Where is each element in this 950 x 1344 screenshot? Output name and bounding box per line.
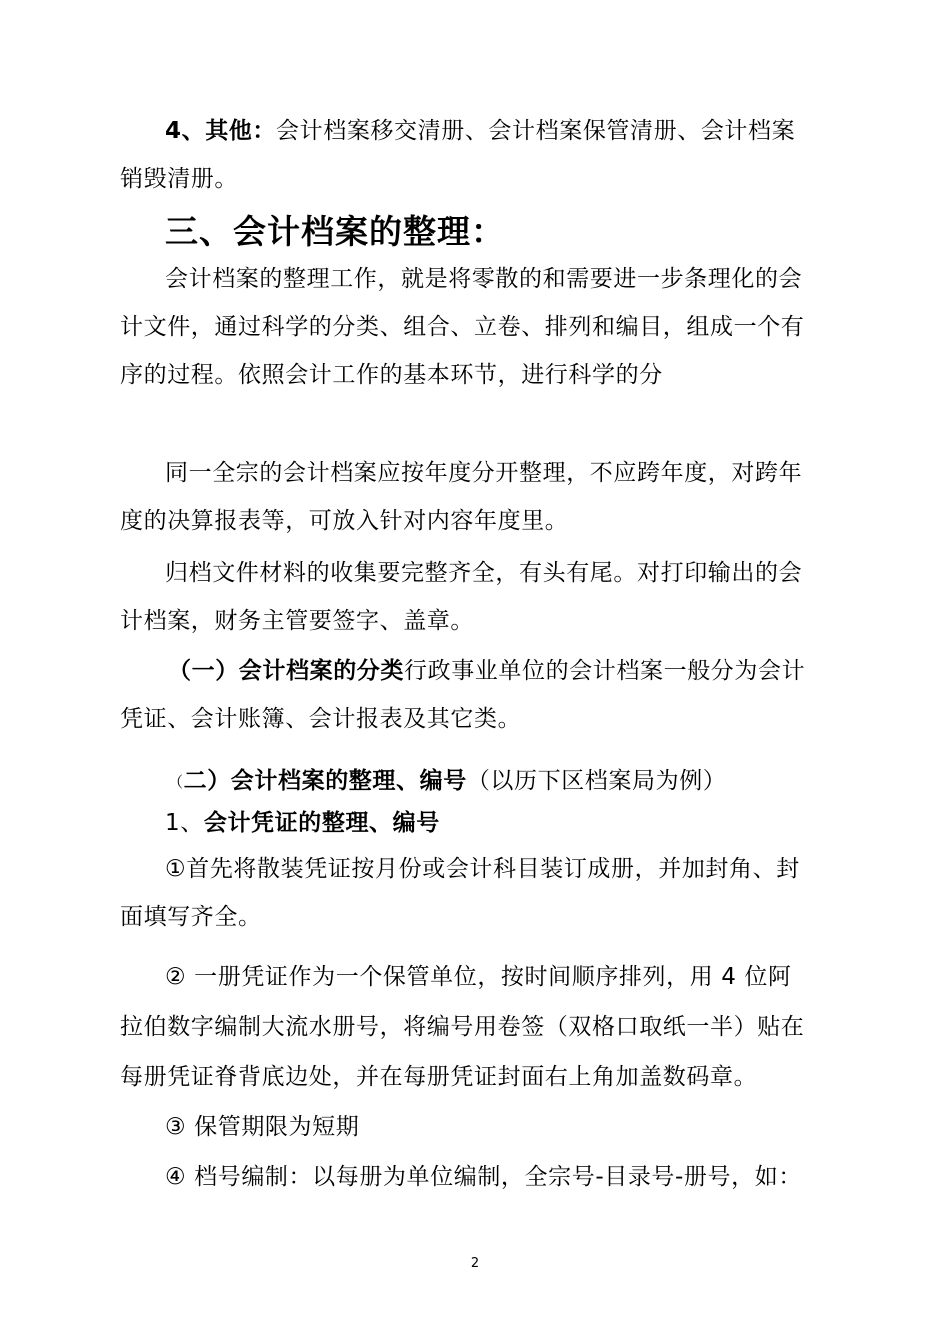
section-heading: 三、会计档案的整理： [165, 212, 505, 251]
sub2-heading [168, 766, 726, 797]
sub1-label: （一）会计档案的分类 [168, 658, 404, 684]
item4-label: 4、其他： [165, 118, 277, 144]
step4-line: ④ 档号编制：以每册为单位编制，全宗号-目录号-册号，如： [165, 1164, 802, 1190]
item4-line2: 销毁清册。 [120, 166, 238, 192]
sub2-open-paren: （ [168, 773, 184, 791]
para2-line1: 同一全宗的会计档案应按年度分开整理，不应跨年度，对跨年 [165, 460, 803, 486]
item1-label: 会计凭证的整理、编号 [203, 810, 440, 836]
para1-line1: 会计档案的整理工作，就是将零散的和需要进一步条理化的会 [165, 266, 803, 292]
sub1-line1 [168, 656, 805, 686]
item1-heading [165, 808, 440, 838]
page-number: 2 [470, 1256, 480, 1271]
step3-line: ③ 保管期限为短期 [165, 1114, 360, 1140]
step1-line1: ①首先将散装凭证按月份或会计科目装订成册，并加封角、封 [165, 856, 800, 882]
para3-line1: 归档文件材料的收集要完整齐全，有头有尾。对打印输出的会 [165, 560, 803, 586]
step1-line2: 面填写齐全。 [120, 904, 262, 930]
item4-line1 [165, 116, 795, 146]
sub2-label: 二）会计档案的整理、编号 [183, 768, 467, 794]
para3-line2: 计档案，财务主管要签字、盖章。 [120, 608, 474, 634]
sub1-text: 行政事业单位的会计档案一般分为会计 [404, 658, 806, 684]
step2-line2: 拉伯数字编制大流水册号，将编号用卷签（双格口取纸一半）贴在 [120, 1014, 805, 1040]
item1-number: 1、 [165, 810, 204, 836]
para1-line2: 计文件，通过科学的分类、组合、立卷、排列和编目，组成一个有 [120, 314, 805, 340]
para2-line2: 度的决算报表等，可放入针对内容年度里。 [120, 508, 569, 534]
para1-line3: 序的过程。依照会计工作的基本环节，进行科学的分 [120, 362, 663, 388]
sub1-line2: 凭证、会计账簿、会计报表及其它类。 [120, 706, 522, 732]
sub2-note: （以历下区档案局为例） [466, 768, 727, 794]
step2-line3: 每册凭证脊背底边处，并在每册凭证封面右上角加盖数码章。 [120, 1064, 758, 1090]
step2-line1: ② 一册凭证作为一个保管单位，按时间顺序排列，用 4 位阿 [165, 964, 792, 990]
item4-text: 会计档案移交清册、会计档案保管清册、会计档案 [276, 118, 796, 144]
